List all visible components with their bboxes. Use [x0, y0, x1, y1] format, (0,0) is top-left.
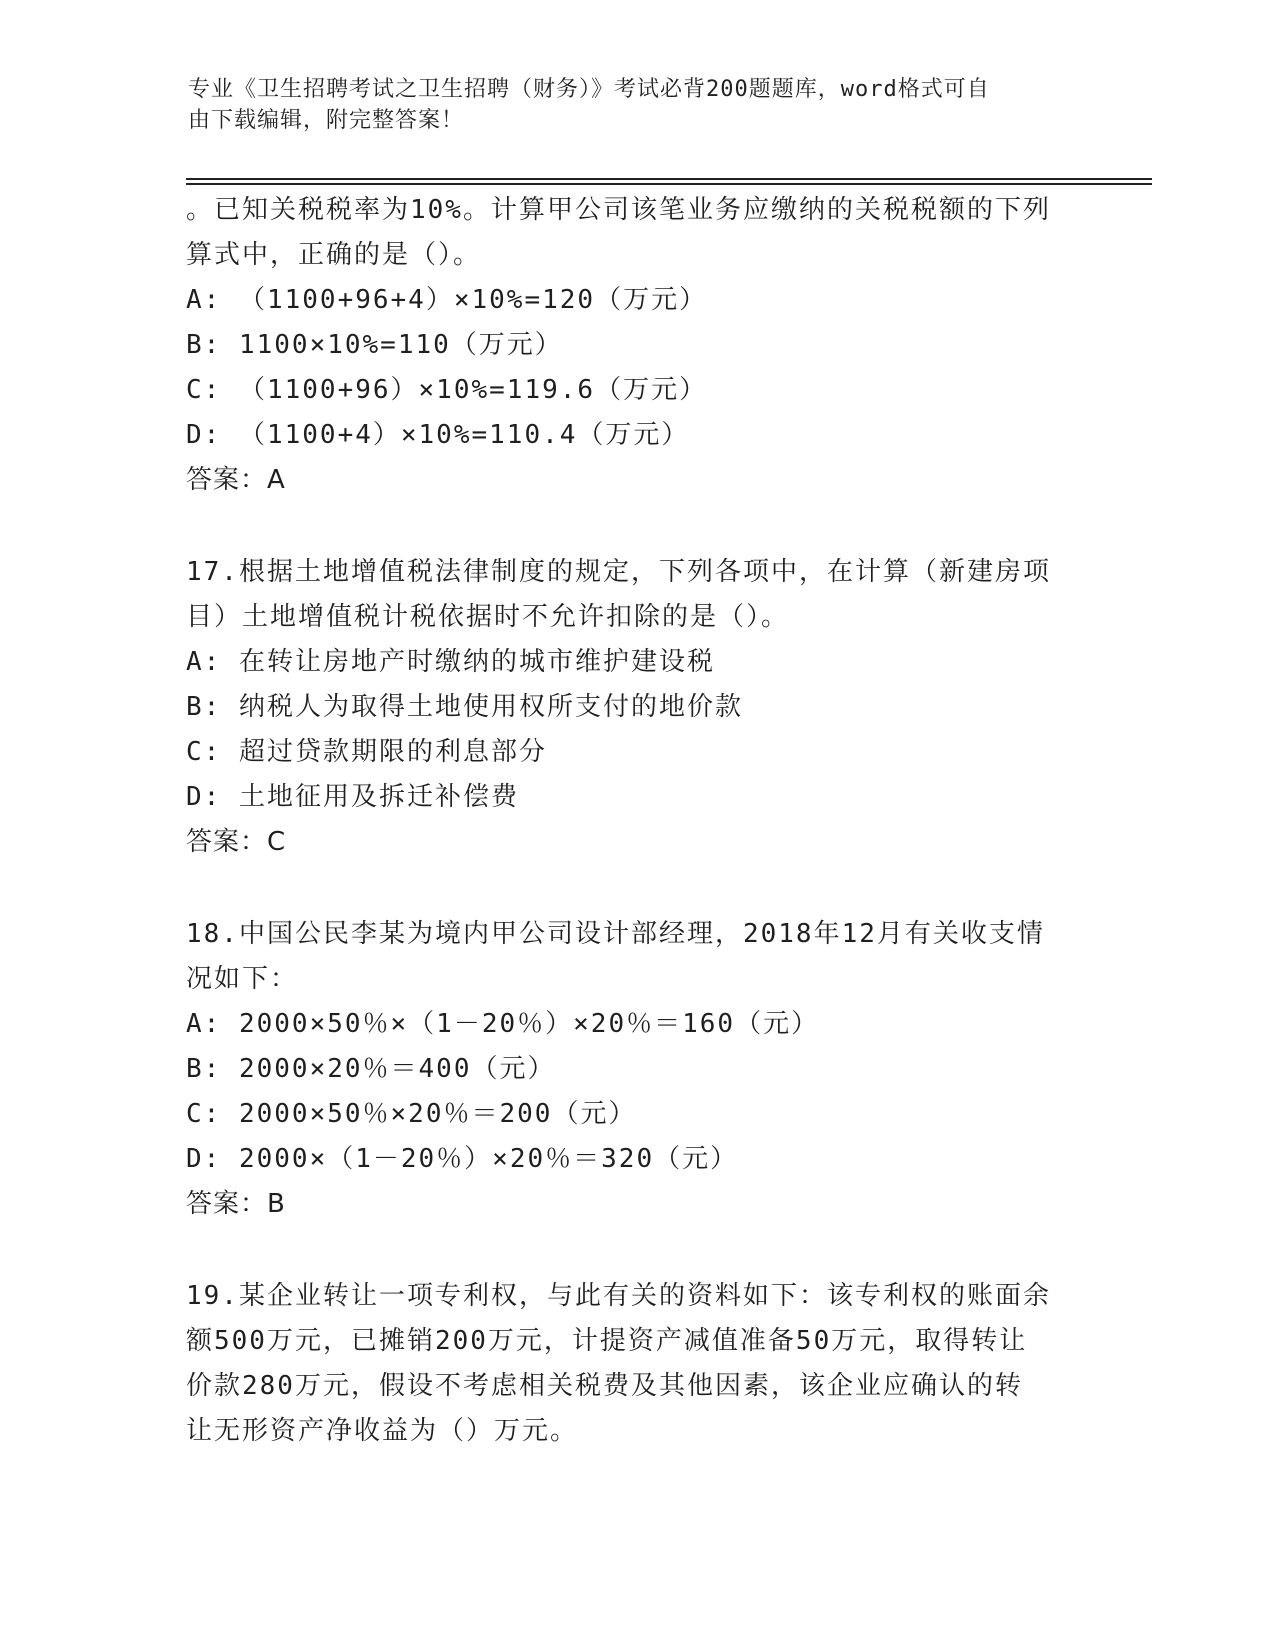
question-19 [186, 1274, 1086, 1454]
question-19-stem-line-3: 价款280万元，假设不考虑相关税费及其他因素，该企业应确认的转 [186, 1371, 1023, 1401]
question-19-stem-line-1: 19.某企业转让一项专利权，与此有关的资料如下：该专利权的账面余 [186, 1281, 1051, 1311]
header-line-2: 由下载编辑，附完整答案！ [188, 108, 465, 133]
question-17-option-c: C: 超过贷款期限的利息部分 [186, 737, 547, 767]
question-16-option-a: A: （1100+96+4）×10%=120（万元） [186, 285, 708, 315]
question-16-answer: 答案：A [186, 465, 286, 495]
question-19-stem-line-2: 额500万元，已摊销200万元，计提资产减值准备50万元，取得转让 [186, 1326, 1028, 1356]
question-18 [186, 912, 1086, 1227]
question-18-option-a: A: 2000×50％×（1－20％）×20％＝160（元） [186, 1009, 820, 1039]
question-18-option-c: C: 2000×50％×20％＝200（元） [186, 1099, 637, 1129]
question-17-stem-line-2: 目）土地增值税计税依据时不允许扣除的是（）。 [186, 602, 790, 632]
question-18-option-d: D: 2000×（1－20％）×20％＝320（元） [186, 1144, 739, 1174]
question-16-option-b: B: 1100×10%=110（万元） [186, 330, 563, 360]
header-divider-bottom [186, 183, 1152, 185]
question-17-answer: 答案：C [186, 827, 287, 857]
spacer [186, 1227, 1086, 1274]
question-16-stem-line-1: 。已知关税税率为10%。计算甲公司该笔业务应缴纳的关税税额的下列 [186, 195, 1051, 225]
question-18-stem-line-2: 况如下： [186, 964, 299, 994]
header-line-1: 专业《卫生招聘考试之卫生招聘（财务）》考试必背200题题库，word格式可自 [188, 77, 990, 102]
question-17 [186, 550, 1086, 865]
spacer [186, 865, 1086, 912]
question-17-option-b: B: 纳税人为取得土地使用权所支付的地价款 [186, 692, 743, 722]
question-18-stem-line-1: 18.中国公民李某为境内甲公司设计部经理，2018年12月有关收支情 [186, 919, 1045, 949]
question-18-answer: 答案：B [186, 1189, 286, 1219]
question-16 [186, 188, 1086, 503]
question-16-option-d: D: （1100+4）×10%=110.4（万元） [186, 420, 690, 450]
question-17-option-a: A: 在转让房地产时缴纳的城市维护建设税 [186, 647, 715, 677]
question-17-option-d: D: 土地征用及拆迁补偿费 [186, 782, 519, 812]
question-17-stem-line-1: 17.根据土地增值税法律制度的规定，下列各项中，在计算（新建房项 [186, 557, 1051, 587]
question-19-stem-line-4: 让无形资产净收益为（）万元。 [186, 1416, 579, 1446]
document-header [188, 74, 1068, 136]
header-divider-top [186, 178, 1152, 180]
question-16-stem-line-2: 算式中，正确的是（）。 [186, 240, 482, 270]
spacer [186, 503, 1086, 550]
question-18-option-b: B: 2000×20％＝400（元） [186, 1054, 556, 1084]
question-16-option-c: C: （1100+96）×10%=119.6（万元） [186, 375, 708, 405]
question-content [186, 188, 1086, 1454]
